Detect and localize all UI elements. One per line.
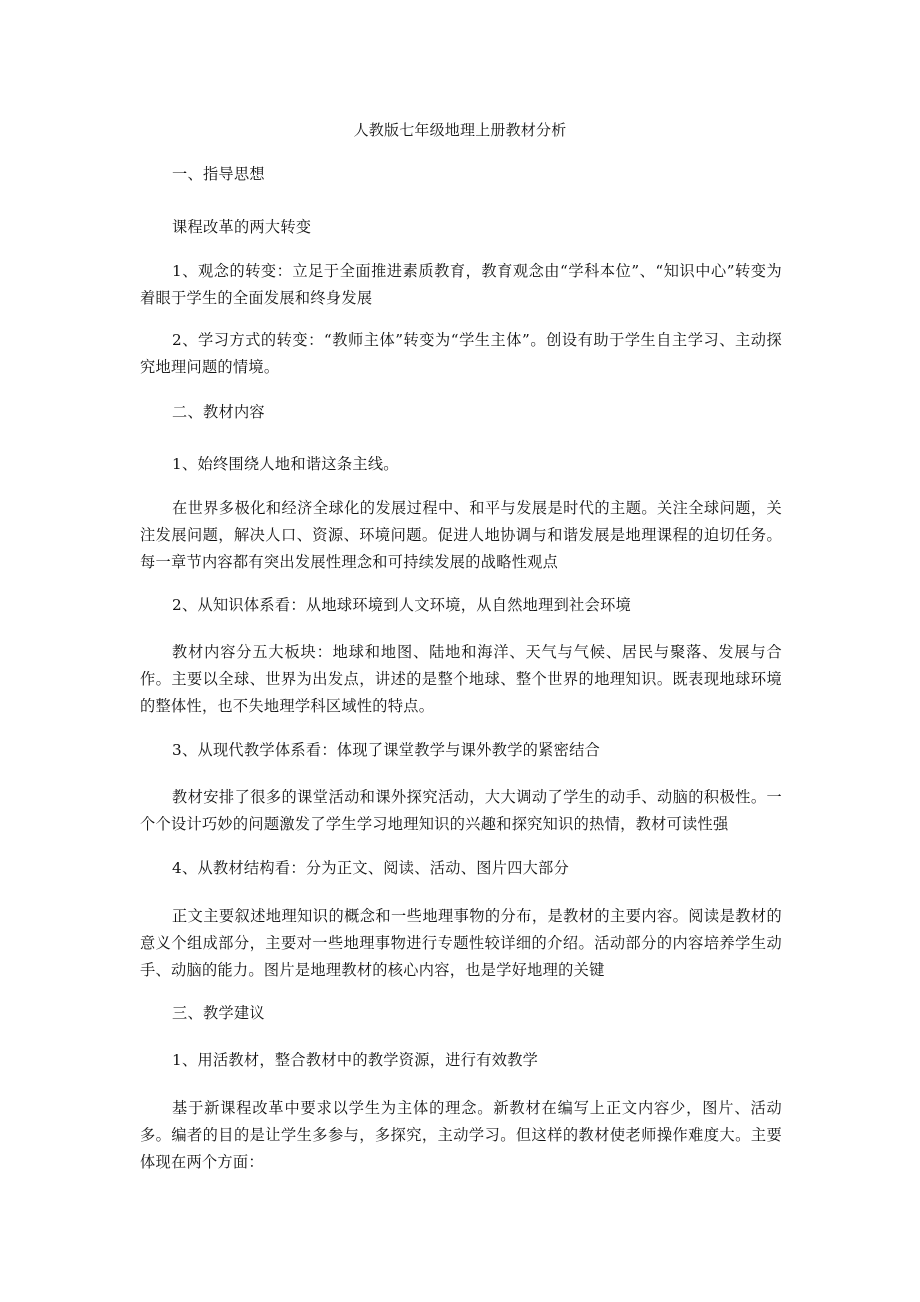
subheading-two-transformations: 课程改革的两大转变	[172, 218, 312, 236]
point-teaching-system: 3、从现代教学体系看：体现了课堂教学与课外教学的紧密结合	[172, 741, 601, 759]
point-use-textbook-flexibly: 1、用活教材，整合教材中的教学资源，进行有效教学	[172, 1051, 539, 1069]
point-main-thread: 1、始终围绕人地和谐这条主线。	[172, 455, 399, 473]
section-heading-teaching-suggestions: 三、教学建议	[172, 1004, 265, 1022]
section-heading-textbook-content: 二、教材内容	[172, 403, 265, 421]
paragraph-concept-change: 1、观念的转变：立足于全面推进素质教育，教育观念由“学科本位”、“知识中心”转变为着眼于学生的全面发展和终身发展	[140, 262, 782, 307]
paragraph-learning-style-change: 2、学习方式的转变：“教师主体”转变为“学生主体”。创设有助于学生自主学习、主动探究地理问题的情境。	[140, 331, 782, 376]
paragraph-main-thread-detail: 在世界多极化和经济全球化的发展过程中、和平与发展是时代的主题。关注全球问题，关注发展问题，解决人口、资源、环境问题。促进人地协调与和谐发展是地理课程的迫切任务。每一章节内容都有突出发展性理念和可持续发展的战略性观点	[140, 499, 782, 571]
paragraph-flexible-use-detail: 基于新课程改革中要求以学生为主体的理念。新教材在编写上正文内容少，图片、活动多。编者的目的是让学生多参与，多探究，主动学习。但这样的教材使老师操作难度大。主要体现在两个方面：	[140, 1099, 782, 1171]
point-knowledge-system: 2、从知识体系看：从地球环境到人文环境，从自然地理到社会环境	[172, 596, 632, 614]
paragraph-textbook-structure-detail: 正文主要叙述地理知识的概念和一些地理事物的分布，是教材的主要内容。阅读是教材的意义个组成部分，主要对一些地理事物进行专题性较详细的介绍。活动部分的内容培养学生动手、动脑的能力。图片是地理教材的核心内容，也是学好地理的关键	[140, 907, 782, 979]
paragraph-knowledge-system-detail: 教材内容分五大板块：地球和地图、陆地和海洋、天气与气候、居民与聚落、发展与合作。主要以全球、世界为出发点，讲述的是整个地球、整个世界的地理知识。既表现地球环境的整体性，也不失地理学科区域性的特点。	[140, 643, 782, 715]
paragraph-teaching-system-detail: 教材安排了很多的课堂活动和课外探究活动，大大调动了学生的动手、动脑的积极性。一个个设计巧妙的问题激发了学生学习地理知识的兴趣和探究知识的热情，教材可读性强	[140, 788, 782, 833]
point-textbook-structure: 4、从教材结构看：分为正文、阅读、活动、图片四大部分	[172, 859, 570, 877]
document-title: 人教版七年级地理上册教材分析	[353, 121, 567, 139]
section-heading-guiding-ideology: 一、指导思想	[172, 165, 265, 183]
